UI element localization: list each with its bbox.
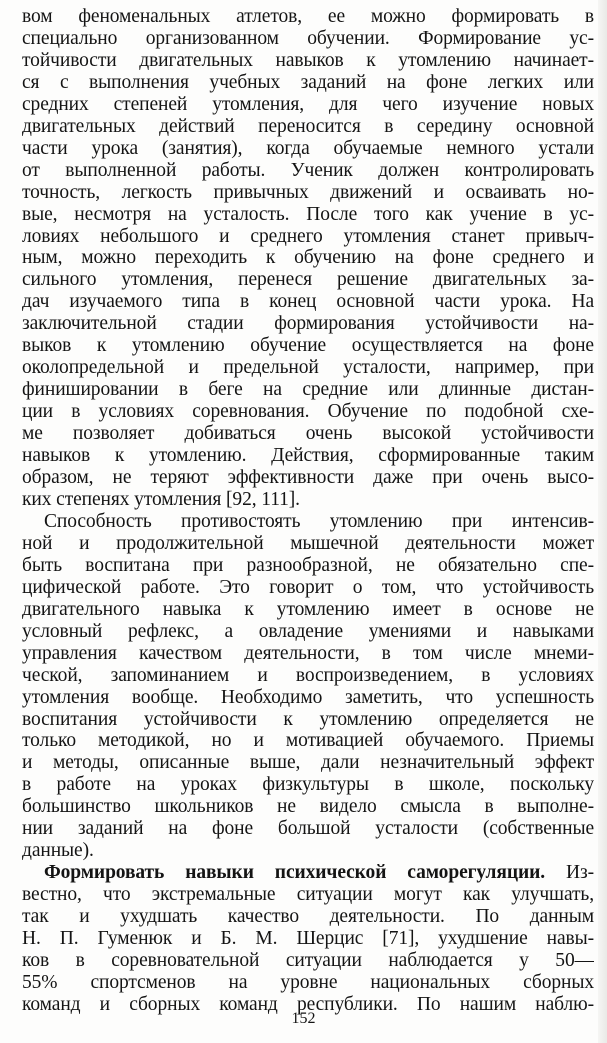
text-line: в работе на уроках физкультуры в школе, поскольку xyxy=(22,774,594,796)
text-line: выков к утомлению обучение осуществляется на фоне xyxy=(22,335,594,357)
text-line: ловиях небольшого и среднего утомления станет привыч- xyxy=(22,225,594,247)
text-line: команд и сборных команд республики. По нашим наблю- xyxy=(22,993,594,1015)
text-line: сильного утомления, перенеся решение двигательных за- xyxy=(22,269,594,291)
text-line: ным, можно переходить к обучению на фоне среднего и xyxy=(22,247,594,269)
section-heading: Формировать навыки психической саморегуляции. xyxy=(44,862,546,884)
text-line: быть воспитана при разнообразной, не обязательно спе- xyxy=(22,554,594,576)
text-line: ции в условиях соревнования. Обучение по подобной схе- xyxy=(22,401,594,423)
paragraph-2 xyxy=(22,511,594,862)
text-line: дач изучаемого типа в конец основной части урока. На xyxy=(22,291,594,313)
text-line: двигательного навыка к утомлению имеет в основе не xyxy=(22,598,594,620)
text-line: ческой, запоминанием и воспроизведением, в условиях xyxy=(22,664,594,686)
text-line: воспитания устойчивости к утомлению определяется не xyxy=(22,708,594,730)
text-line xyxy=(22,862,594,884)
text-line: и методы, описанные выше, дали незначительный эффект xyxy=(22,752,594,774)
text-line: так и ухудшать качество деятельности. По данным xyxy=(22,906,594,928)
text-line: Способность противостоять утомлению при интенсив- xyxy=(44,510,594,532)
text-line: специально организованном обучении. Формирование ус- xyxy=(22,27,594,49)
text-line: средних степеней утомления, для чего изучение новых xyxy=(22,93,594,115)
text-line: вестно, что экстремальные ситуации могут как улучшать, xyxy=(22,884,594,906)
text-line: образом, не теряют эффективности даже при очень высо- xyxy=(22,467,594,489)
text-line: ме позволяет добиваться очень высокой устойчивости xyxy=(22,423,594,445)
text-line: ких степенях утомления [92, 111]. xyxy=(22,488,300,510)
text-line: двигательных действий переносится в середину основной xyxy=(22,115,594,137)
text-line: только методикой, но и мотивацией обучаемого. Приемы xyxy=(22,730,594,752)
text-line: точность, легкость привычных движений и осваивать но- xyxy=(22,181,594,203)
text-line: нии заданий на фоне большой усталости (собственные xyxy=(22,818,594,840)
text-line: от выполненной работы. Ученик должен контролировать xyxy=(22,159,594,181)
text-line: большинство школьников не видело смысла в выполне- xyxy=(22,796,594,818)
text-line: Н. П. Гуменюк и Б. М. Шерцис [71], ухудшение навы- xyxy=(22,928,594,950)
text-line: навыков к утомлению. Действия, сформированные таким xyxy=(22,445,594,467)
text-line: данные). xyxy=(22,840,94,862)
text-line: ков в соревновательной ситуации наблюдается у 50— xyxy=(22,949,594,971)
text-line: вом феноменальных атлетов, ее можно формировать в xyxy=(22,6,594,27)
text-line: управления качеством деятельности, в том числе мнеми- xyxy=(22,642,594,664)
text-line: вые, несмотря на усталость. После того как учение в ус- xyxy=(22,203,594,225)
text-line: ной и продолжительной мышечной деятельности может xyxy=(22,532,594,554)
text-line: условный рефлекс, а овладение умениями и навыками xyxy=(22,620,594,642)
text-line: части урока (занятия), когда обучаемые немного устали xyxy=(22,137,594,159)
heading-line-rest: Из- xyxy=(545,862,594,884)
text-line: околопредельной и предельной усталости, например, при xyxy=(22,357,594,379)
body-text xyxy=(22,6,594,1016)
text-line: цифической работе. Это говорит о том, что устойчивость xyxy=(22,576,594,598)
paragraph-1 xyxy=(22,6,594,511)
text-line: финишировании в беге на средние или длинные дистан- xyxy=(22,379,594,401)
text-line: тойчивости двигательных навыков к утомлению начинает- xyxy=(22,49,594,71)
page-edge-shadow xyxy=(598,0,607,1043)
text-line: 55% спортсменов на уровне национальных сборных xyxy=(22,971,594,993)
text-line: заключительной стадии формирования устойчивости на- xyxy=(22,313,594,335)
text-line: утомления вообще. Необходимо заметить, что успешность xyxy=(22,686,594,708)
text-line: ся с выполнения учебных заданий на фоне легких или xyxy=(22,71,594,93)
page-number: 152 xyxy=(291,1010,316,1027)
paragraph-3 xyxy=(22,862,594,1016)
